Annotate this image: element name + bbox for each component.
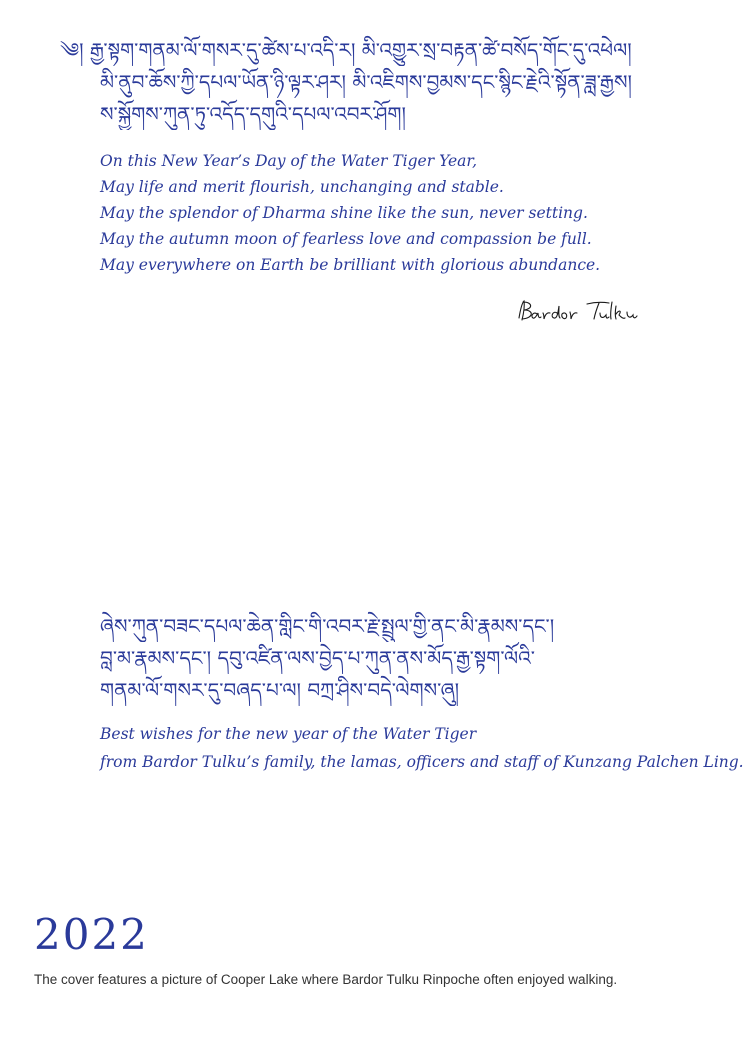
tibetan-verse bbox=[60, 34, 700, 130]
tibetan-verse-line: ༄། རྒྱ་སྟག་གནམ་ལོ་གསར་དུ་ཚེས་པ་འདི་ར། མི་འགྱུར་སྲ་བརྟན་ཚེ་བསོད་གོང་དུ་འཕེལ། bbox=[60, 38, 632, 62]
verse-line: May the splendor of Dharma shine like the sun, never setting. bbox=[100, 204, 588, 222]
cover-caption: The cover features a picture of Cooper Lake where Bardor Tulku Rinpoche often enjoyed walking. bbox=[34, 972, 618, 987]
handwritten-signature bbox=[515, 296, 655, 326]
tibetan-wishes-line: ཞེས་ཀུན་བཟང་དཔལ་ཆེན་གླིང་གི་འབར་རྗེ་སྤྲུལ་གྱི་ནང་མི་རྣམས་དང་། bbox=[100, 614, 555, 638]
tibetan-verse-line: མི་ནུབ་ཆོས་ཀྱི་དཔལ་ཡོན་ཉི་ལྟར་ཤར། མི་འཇིགས་བྱམས་དང་སྙིང་རྗེའི་སྟོན་ཟླ་རྒྱས། bbox=[100, 70, 632, 94]
wishes-line: from Bardor Tulku’s family, the lamas, officers and staff of Kunzang Palchen Ling. bbox=[100, 753, 744, 771]
tibetan-verse-line: ས་སྐྱོགས་ཀུན་ཏུ་འདོད་དགུའི་དཔལ་འབར་ཤོག། bbox=[100, 102, 406, 126]
verse-line: May life and merit flourish, unchanging and stable. bbox=[100, 178, 504, 196]
english-verse bbox=[100, 148, 740, 278]
wishes-line: Best wishes for the new year of the Water Tiger bbox=[100, 725, 477, 743]
verse-line: May the autumn moon of fearless love and compassion be full. bbox=[100, 230, 592, 248]
verse-line: On this New Year’s Day of the Water Tiger Year, bbox=[100, 152, 477, 170]
english-wishes bbox=[100, 720, 744, 776]
year-heading: 2022 bbox=[34, 910, 149, 959]
verse-line: May everywhere on Earth be brilliant with glorious abundance. bbox=[100, 256, 601, 274]
tibetan-wishes bbox=[100, 610, 720, 706]
tibetan-wishes-line: བླ་མ་རྣམས་དང་། དབུ་འཛིན་ལས་བྱེད་པ་ཀུན་ནས་མོད་རྒྱ་སྟག་ལོའི་ bbox=[100, 646, 535, 670]
tibetan-wishes-line: གནམ་ལོ་གསར་དུ་བཞད་པ་ལ། བཀྲ་ཤིས་བདེ་ལེགས་ཞུ། bbox=[100, 678, 460, 702]
